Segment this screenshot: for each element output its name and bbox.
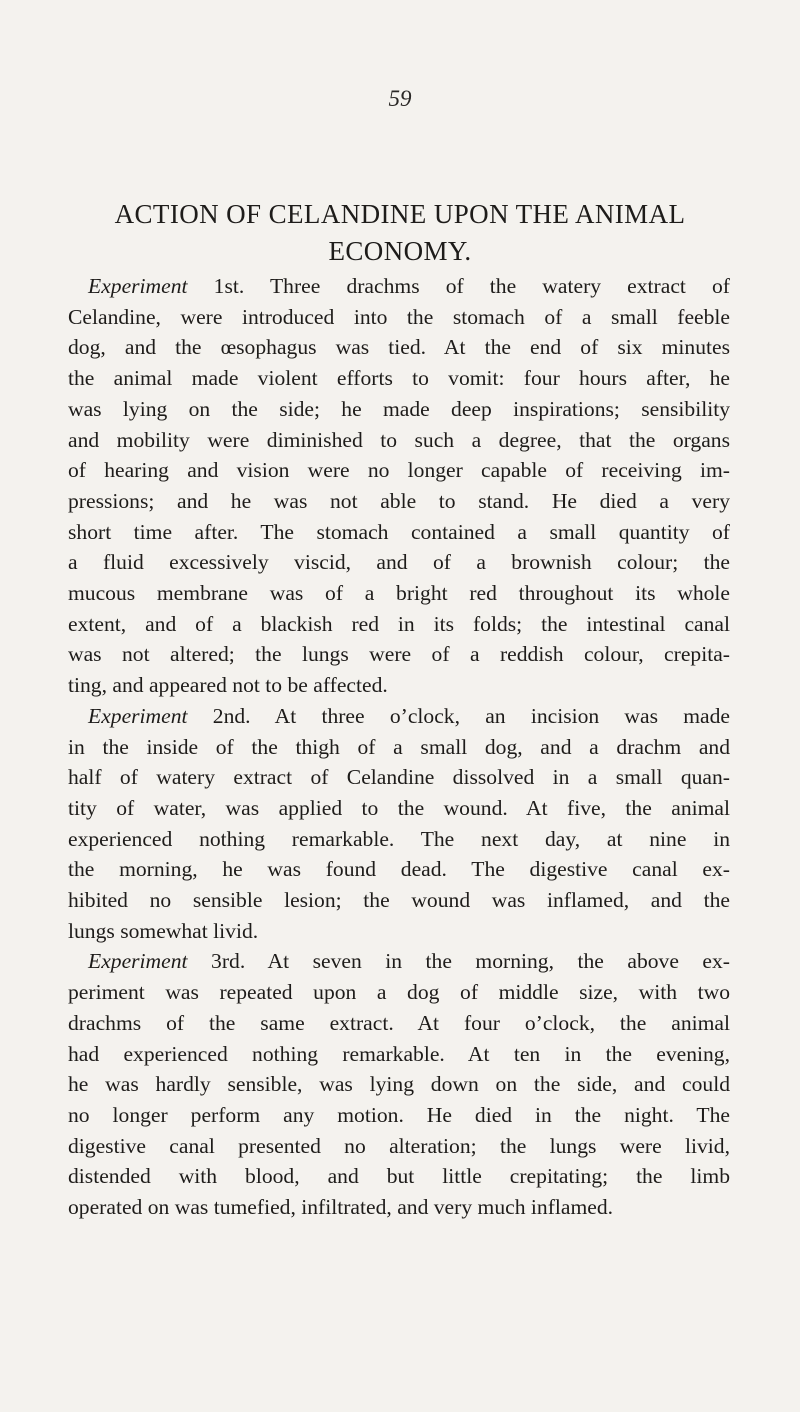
text-line (68, 701, 730, 732)
experiment-2-line-8: lungs somewhat livid. (68, 918, 259, 943)
experiment-1-line-2: Celandine, were introduced into the stomach of a small feeble (68, 304, 730, 329)
experiment-1-line-4: the animal made violent efforts to vomit: four hours after, he (68, 366, 730, 391)
experiment-3-paragraph (68, 946, 730, 1222)
experiment-2-line-3: half of watery extract of Celandine dissolved in a small quan- (68, 765, 730, 790)
text-line (68, 271, 730, 302)
experiment-1-line-11: mucous membrane was of a bright red throughout its whole (68, 581, 730, 606)
text-line (68, 946, 730, 977)
page-number: 59 (388, 86, 412, 111)
experiment-1-line-8: pressions; and he was not able to stand. He died a very (68, 488, 730, 513)
document-body (68, 271, 730, 1223)
experiment-1-paragraph (68, 271, 730, 701)
experiment-3-line-8: distended with blood, and but little crepitating; the limb (68, 1164, 730, 1189)
experiment-1-line-10: a fluid excessively viscid, and of a brownish colour; the (68, 550, 730, 575)
experiment-2-line-7: hibited no sensible lesion; the wound was inflamed, and the (68, 888, 730, 913)
experiment-1-line-6: and mobility were diminished to such a degree, that the organs (68, 427, 730, 452)
experiment-3-line-2: periment was repeated upon a dog of middle size, with two (68, 980, 730, 1005)
experiment-1-line-13: was not altered; the lungs were of a reddish colour, crepita- (68, 642, 730, 667)
experiment-2-ordinal: 2nd. (187, 703, 251, 728)
experiment-1-ordinal: 1st. (187, 274, 245, 298)
experiment-3-line-9: operated on was tumefied, infiltrated, and very much inflamed. (68, 1195, 614, 1220)
experiment-1-line-3: dog, and the œsophagus was tied. At the end of six minutes (68, 335, 730, 360)
experiment-1-line-1: Three drachms of the watery extract of (244, 274, 731, 298)
experiment-1-line-7: of hearing and vision were no longer capable of receiving im- (68, 458, 730, 483)
page-title (80, 196, 720, 270)
title-line-1: ACTION OF CELANDINE UPON THE ANIMAL (114, 199, 686, 229)
experiment-3-line-7: digestive canal presented no alteration; the lungs were livid, (68, 1133, 730, 1158)
experiment-2-line-5: experienced nothing remarkable. The next day, at nine in (68, 826, 730, 851)
experiment-2-line-1: At three o’clock, an incision was made (250, 703, 730, 728)
experiment-1-line-9: short time after. The stomach contained a small quantity of (68, 519, 730, 544)
experiment-2-paragraph (68, 701, 730, 947)
experiment-3-line-1: At seven in the morning, the above ex- (245, 949, 730, 974)
experiment-2-label: Experiment (88, 703, 188, 728)
experiment-3-line-3: drachms of the same extract. At four o’clock, the animal (68, 1010, 730, 1035)
experiment-3-line-6: no longer perform any motion. He died in the night. The (68, 1102, 730, 1127)
experiment-1-line-12: extent, and of a blackish red in its folds; the intestinal canal (68, 611, 730, 636)
experiment-3-line-4: had experienced nothing remarkable. At ten in the evening, (68, 1041, 730, 1066)
experiment-3-label: Experiment (88, 949, 188, 974)
experiment-1-line-5: was lying on the side; he made deep inspirations; sensibility (68, 396, 730, 421)
experiment-2-line-4: tity of water, was applied to the wound. At five, the animal (68, 795, 730, 820)
experiment-1-label: Experiment (88, 274, 188, 298)
experiment-2-line-6: the morning, he was found dead. The digestive canal ex- (68, 857, 730, 882)
title-line-2: ECONOMY. (328, 236, 472, 266)
experiment-1-line-14: ting, and appeared not to be affected. (68, 673, 388, 698)
experiment-3-ordinal: 3rd. (187, 949, 246, 974)
experiment-3-line-5: he was hardly sensible, was lying down on the side, and could (68, 1072, 730, 1097)
experiment-2-line-2: in the inside of the thigh of a small dog, and a drachm and (68, 734, 730, 759)
